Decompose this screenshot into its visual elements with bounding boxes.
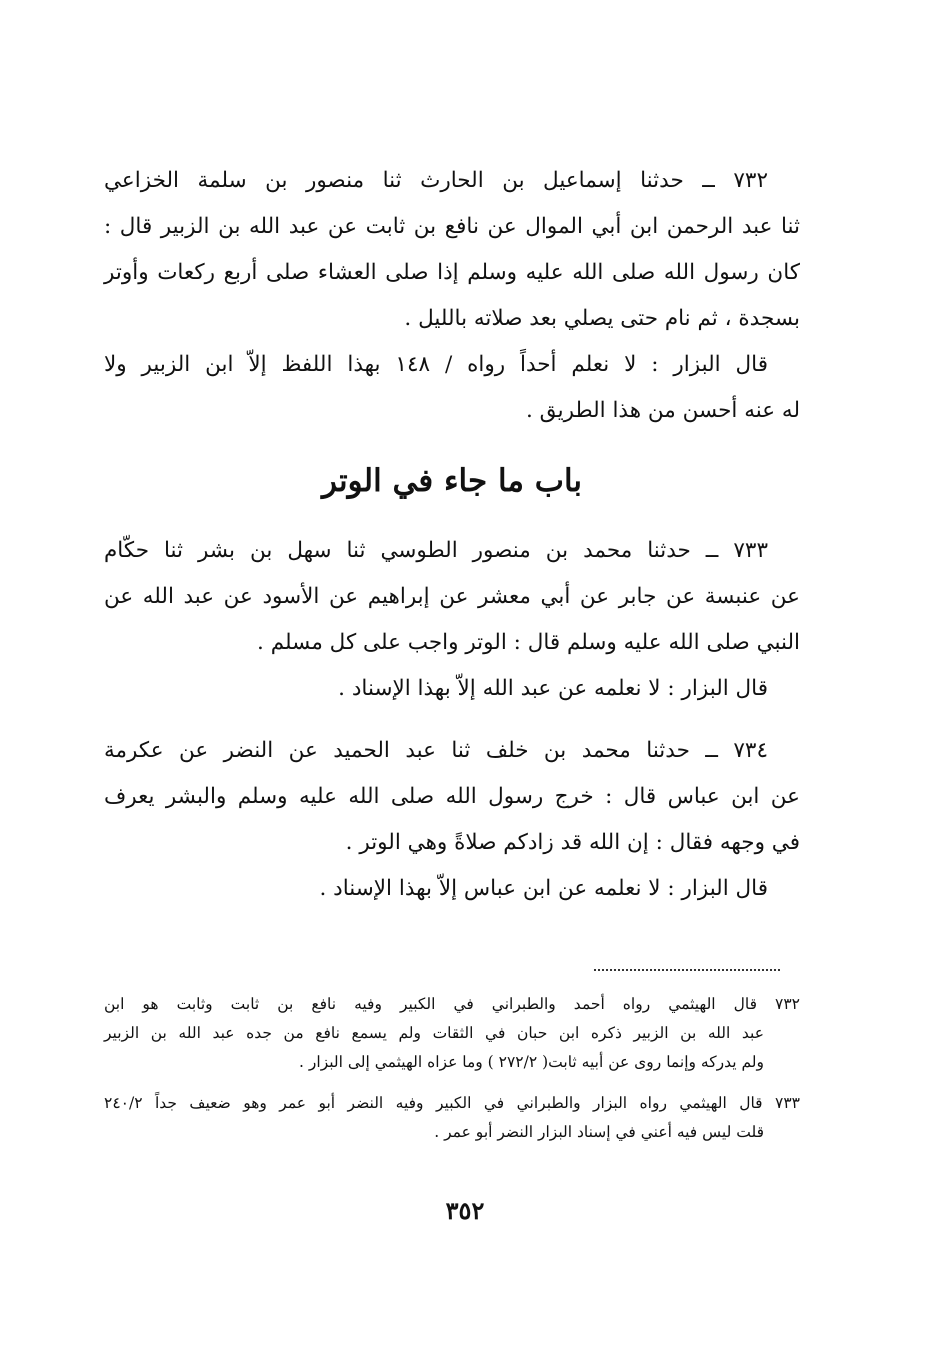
hadith-732-line-2: ثنا عبد الرحمن ابن أبي الموال عن نافع بن ثابت عن عبد الله بن الزبير قال :	[104, 214, 800, 239]
footnote-733-line-2: قلت ليس فيه أعني في إسناد البزار النضر أبو عمر .	[434, 1123, 764, 1141]
hadith-733-comment: قال البزار : لا نعلمه عن عبد الله إلاّ بهذا الإسناد .	[338, 676, 768, 701]
hadith-734-line-1: ٧٣٤ ــ حدثنا محمد بن خلف ثنا عبد الحميد عن النضر عن عكرمة	[104, 738, 768, 763]
footnote-733	[104, 1089, 800, 1147]
hadith-732	[104, 158, 800, 434]
hadith-733	[104, 528, 800, 712]
hadith-732-line-1: ٧٣٢ ــ حدثنا إسماعيل بن الحارث ثنا منصور بن سلمة الخزاعي	[104, 168, 768, 193]
footnote-separator	[594, 969, 780, 971]
hadith-733-line-1: ٧٣٣ ــ حدثنا محمد بن منصور الطوسي ثنا سهل بن بشر ثنا حكّام	[104, 538, 768, 563]
hadith-734-line-2: عن ابن عباس قال : خرج رسول الله صلى الله عليه وسلم والبشر يعرف	[104, 784, 800, 809]
footnote-732-line-3: ولم يدركه وإنما روى عن أبيه ثابت( ٢٧٢/٢ ) وما عزاه الهيثمي إلى البزار .	[299, 1053, 764, 1071]
chapter-title: باب ما جاء في الوتر	[321, 463, 583, 499]
page-number: ٣٥٢	[445, 1196, 485, 1225]
footnotes	[104, 990, 800, 1147]
footnote-732-line-2: عبد الله بن الزبير ذكره ابن حبان في الثقات ولم يسمع نافع من جده عبد الله بن الزبير	[104, 1024, 764, 1042]
hadith-734	[104, 728, 800, 912]
hadith-733-line-3: النبي صلى الله عليه وسلم قال : الوتر واجب على كل مسلم .	[257, 630, 800, 655]
hadith-734-line-3: في وجهه فقال : إن الله قد زادكم صلاةً وهي الوتر .	[345, 830, 800, 855]
footnote-733-line-1: ٧٣٣ قال الهيثمي رواه البزار والطبراني في الكبير وفيه النضر أبو عمر وهو ضعيف جداً ٢٤٠/٢	[104, 1094, 800, 1112]
hadith-732-line-4: بسجدة ، ثم نام حتى يصلي بعد صلاته بالليل .	[404, 306, 800, 331]
hadith-732-comment-line-1: قال البزار : لا نعلم أحداً رواه / ١٤٨ بهذا اللفظ إلاّ ابن الزبير ولا	[104, 352, 768, 377]
main-text	[104, 158, 800, 912]
hadith-732-line-3: كان رسول الله صلى الله عليه وسلم إذا صلى العشاء صلى أربع ركعات وأوتر	[104, 260, 800, 285]
hadith-732-comment-line-2: له عنه أحسن من هذا الطريق .	[526, 398, 800, 423]
hadith-734-comment: قال البزار : لا نعلمه عن ابن عباس إلاّ بهذا الإسناد .	[319, 876, 768, 901]
hadith-733-line-2: عن عنبسة عن جابر عن أبي معشر عن إبراهيم عن الأسود عن عبد الله عن	[104, 584, 800, 609]
footnote-732-line-1: ٧٣٢ قال الهيثمي رواه أحمد والطبراني في الكبير وفيه نافع بن ثابت وثابت هو ابن	[104, 995, 800, 1013]
footnote-732	[104, 990, 800, 1077]
